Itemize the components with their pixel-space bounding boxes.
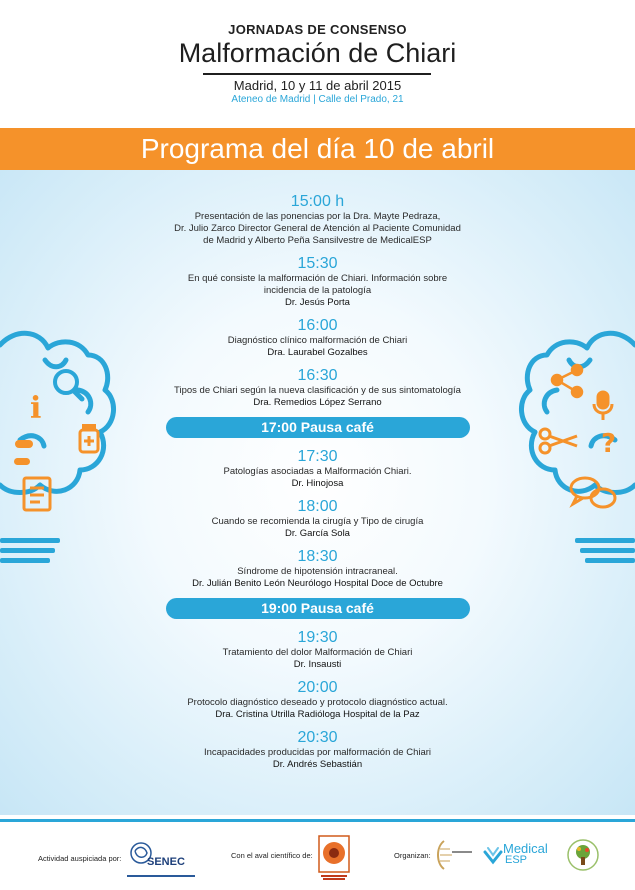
slot-description: Tipos de Chiari según la nueva clasificación y de sus sintomatología	[174, 385, 461, 396]
slot-time: 20:00	[297, 679, 338, 696]
slot-speaker: Dr. Julián Benito León Neurólogo Hospital Doce de Octubre	[192, 578, 443, 589]
schedule-slot	[0, 679, 635, 721]
slot-speaker: Dr. Andrés Sebastián	[272, 759, 363, 770]
slot-time: 18:30	[297, 548, 338, 565]
slot-time: 20:30	[297, 729, 338, 746]
organizer-logo-1	[434, 837, 474, 873]
slot-description: Protocolo diagnóstico deseado y protocolo diagnóstico actual.	[187, 697, 448, 708]
schedule-slot	[0, 193, 635, 247]
medicalesp-mark-icon	[483, 846, 503, 866]
organizers-label: Organizan:	[394, 851, 431, 860]
medicalesp-logo	[483, 840, 555, 870]
slot-speaker: Dr. Hinojosa	[291, 478, 344, 489]
schedule-slot	[0, 629, 635, 671]
slot-description: de Madrid y Alberto Peña Sansilvestre de MedicalESP	[203, 235, 432, 246]
slot-time: 16:30	[297, 367, 338, 384]
footer	[0, 815, 635, 890]
slot-time: 19:30	[297, 629, 338, 646]
scientific-society-logo	[318, 835, 350, 881]
slot-time: 18:00	[297, 498, 338, 515]
slot-time: 16:00	[297, 317, 338, 334]
schedule-slot	[0, 498, 635, 540]
slot-speaker: Dr. Insausti	[293, 659, 342, 670]
schedule-slot	[0, 367, 635, 409]
medicalesp-logo-text: Medical	[503, 841, 548, 856]
coffee-break-pill: 19:00 Pausa café	[166, 598, 470, 619]
slot-description: Cuando se recomienda la cirugía y Tipo de cirugía	[211, 516, 424, 527]
slot-speaker: Dr. Jesús Porta	[285, 297, 350, 308]
senec-logo	[127, 837, 195, 881]
slot-speaker: Dra. Cristina Utrilla Radióloga Hospital de la Paz	[215, 709, 420, 720]
slot-speaker: Dr. García Sola	[285, 528, 350, 539]
slot-speaker: Dra. Laurabel Gozalbes	[267, 347, 368, 358]
slot-description: En qué consiste la malformación de Chiari. Información sobre	[187, 273, 448, 284]
senec-logo-text: SENEC	[147, 856, 185, 868]
sponsor-label: Actividad auspiciada por:	[38, 854, 122, 863]
slot-time: 17:30	[297, 448, 338, 465]
schedule-slot	[0, 255, 635, 309]
schedule-slot	[0, 448, 635, 490]
footer-divider	[0, 819, 635, 822]
slot-time: 15:30	[297, 255, 338, 272]
program-banner: Programa del día 10 de abril	[0, 128, 635, 170]
medicalesp-logo-subtext: ESP	[505, 854, 528, 866]
slot-speaker: Dra. Remedios López Serrano	[253, 397, 382, 408]
slot-description: Patologías asociadas a Malformación Chiari.	[223, 466, 412, 477]
coffee-break-pill: 17:00 Pausa café	[166, 417, 470, 438]
header	[0, 0, 635, 128]
slot-description: Diagnóstico clínico malformación de Chiari	[227, 335, 408, 346]
svg-text:i: i	[30, 391, 42, 426]
event-kicker: JORNADAS DE CONSENSO	[228, 22, 407, 37]
program-schedule	[0, 193, 635, 779]
slot-description: Dr. Julio Zarco Director General de Atención al Paciente Comunidad	[174, 223, 461, 234]
slot-time: 15:00 h	[290, 193, 345, 210]
slot-description: Síndrome de hipotensión intracraneal.	[237, 566, 398, 577]
slot-description: Presentación de las ponencias por la Dra. Mayte Pedraza,	[194, 211, 441, 222]
slot-description: incidencia de la patología	[263, 285, 372, 296]
schedule-slot	[0, 317, 635, 359]
slot-description: Tratamiento del dolor Malformación de Chiari	[222, 647, 413, 658]
schedule-slot	[0, 729, 635, 771]
slot-description: Incapacidades producidas por malformación de Chiari	[203, 747, 432, 758]
event-title: Malformación de Chiari	[178, 38, 457, 68]
schedule-slot	[0, 548, 635, 590]
aval-label: Con el aval científico de:	[231, 851, 313, 860]
svg-text:?: ?	[601, 429, 617, 459]
event-date: Madrid, 10 y 11 de abril 2015	[233, 78, 402, 93]
organizer-logo-3	[565, 837, 601, 873]
title-underline	[203, 73, 431, 75]
event-venue: Ateneo de Madrid | Calle del Prado, 21	[231, 94, 404, 105]
